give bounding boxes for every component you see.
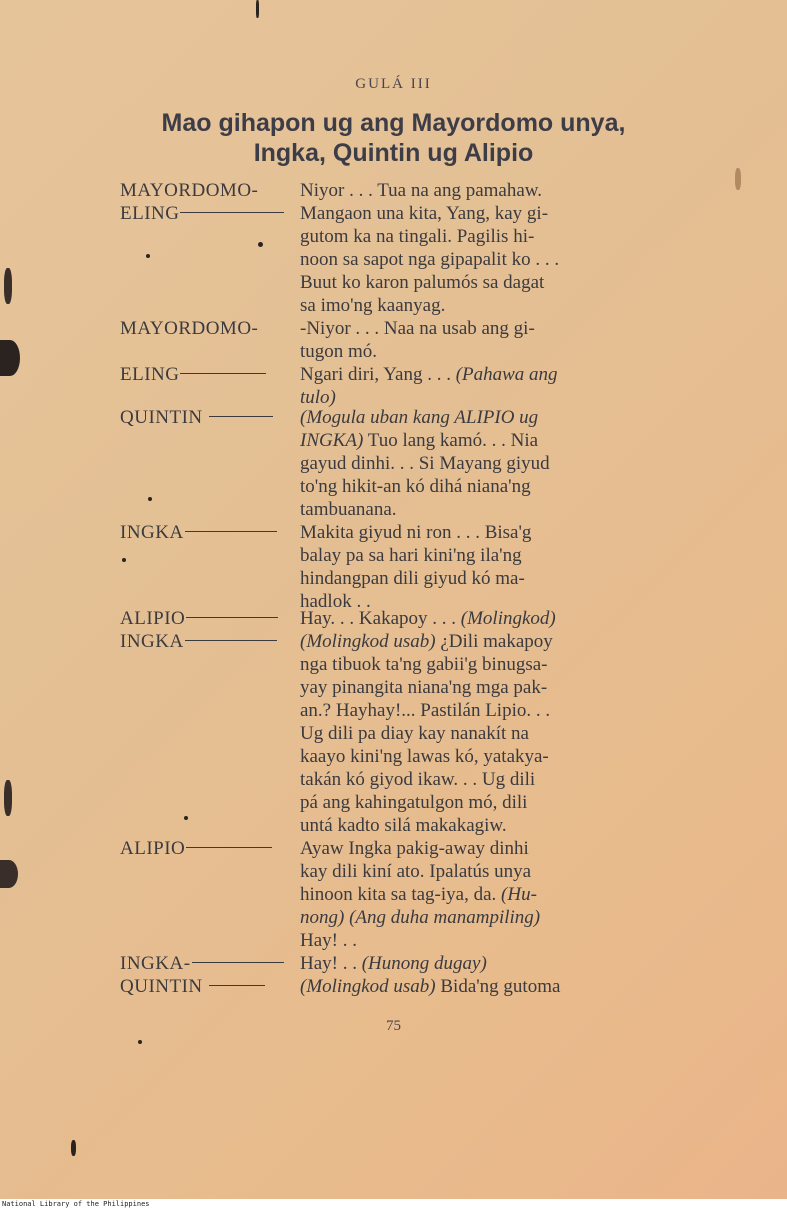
dialogue-line: kaayo kini'ng lawas kó, yatakya- — [300, 746, 549, 767]
dialogue-line: Hay! . . — [300, 930, 357, 951]
dialogue-line: INGKA) Tuo lang kamó. . . Nia — [300, 430, 539, 451]
dialogue-line: tambuanana. — [300, 499, 397, 520]
stage-direction: (Molingkod usab) — [300, 976, 436, 997]
dialogue-line: gutom ka na tingali. Pagilis hi- — [300, 226, 535, 247]
scan-speck — [138, 1040, 142, 1044]
dialogue-line: Niyor . . . Tua na ang pamahaw. — [300, 180, 543, 201]
speaker-label: MAYORDOMO- — [120, 318, 259, 339]
dialogue-line: kay dili kiní ato. Ipalatús unya — [300, 861, 532, 882]
stage-direction: (Mogula uban kang ALIPIO ug — [300, 407, 539, 428]
dialogue-line: nga tibuok ta'ng gabii'g binugsa- — [300, 654, 548, 675]
speaker-label: INGKA — [120, 522, 278, 544]
scan-speck — [258, 242, 263, 247]
speaker-label: INGKA- — [120, 953, 285, 975]
stage-direction: INGKA) — [300, 430, 364, 451]
scan-mark — [256, 0, 259, 18]
dialogue-line: Hay. . . Kakapoy . . . (Molingkod) — [300, 608, 556, 629]
speaker-label: MAYORDOMO- — [120, 180, 259, 201]
scan-speck — [122, 558, 126, 562]
scan-mark — [4, 268, 12, 304]
dialogue-line: untá kadto silá makakagiw. — [300, 815, 507, 836]
scene-heading-line1: Mao gihapon ug ang Mayordomo unya, — [161, 109, 626, 137]
stage-direction: nong) — [300, 907, 345, 928]
dialogue-line: tugon mó. — [300, 341, 378, 362]
dialogue-line: hinoon kita sa tag-iya, da. (Hu- — [300, 884, 537, 905]
dialogue-line: an.? Hayhay!... Pastilán Lipio. . . — [300, 700, 551, 721]
page-number: 75 — [386, 1018, 401, 1034]
dialogue-line: noon sa sapot nga gipapalit ko . . . — [300, 249, 560, 270]
dialogue-line: Mangaon una kita, Yang, kay gi- — [300, 203, 549, 224]
dialogue-line: Makita giyud ni ron . . . Bisa'g — [300, 522, 532, 543]
dialogue-line: Ug dili pa diay kay nanakít na — [300, 723, 529, 744]
dialogue-line: balay pa sa hari kini'ng ila'ng — [300, 545, 522, 566]
dialogue-line: Ngari diri, Yang . . . (Pahawa ang — [300, 364, 558, 385]
scan-speck — [148, 497, 152, 501]
scan-mark — [0, 340, 20, 376]
act-label: GULÁ III — [355, 76, 432, 92]
dialogue-line: hadlok . . — [300, 591, 371, 612]
dialogue-line: Buut ko karon palumós sa dagat — [300, 272, 545, 293]
stage-direction: (Molingkod usab) — [300, 631, 436, 652]
stage-direction: (Hunong dugay) — [361, 953, 487, 974]
speaker-label: ALIPIO — [120, 608, 279, 630]
scan-speck — [184, 816, 188, 820]
speaker-label: INGKA — [120, 631, 278, 653]
speaker-label: ELING — [120, 364, 267, 386]
scene-heading-line2: Ingka, Quintin ug Alipio — [253, 139, 534, 167]
dialogue-line: pá ang kahingatulgon mó, dili — [300, 792, 528, 813]
speaker-label: QUINTIN — [120, 976, 266, 998]
dialogue-line — [300, 907, 540, 929]
scan-speck — [146, 254, 150, 258]
scan-mark — [735, 168, 741, 190]
scan-mark — [4, 780, 12, 816]
stage-direction: (Hu- — [501, 884, 537, 905]
dialogue-line: hindangpan dili giyud kó ma- — [300, 568, 525, 589]
scan-mark — [71, 1140, 76, 1156]
dialogue-line: (Molingkod usab) ¿Dili makapoy — [300, 631, 553, 652]
dialogue-line: yay pinangita niana'ng mga pak- — [300, 677, 548, 698]
speaker-label: ELING — [120, 203, 285, 225]
stage-direction: (Ang duha manampiling) — [349, 907, 541, 928]
dialogue-line: takán kó giyod ikaw. . . Ug dili — [300, 769, 536, 790]
stage-direction: (Pahawa ang — [455, 364, 558, 385]
dialogue-line: Hay! . . (Hunong dugay) — [300, 953, 487, 974]
footer-credit: National Library of the Philippines — [2, 1200, 150, 1208]
stage-direction: (Molingkod) — [460, 608, 556, 629]
dialogue-line: sa imo'ng kaanyag. — [300, 295, 446, 316]
dialogue-line: to'ng hikit-an kó dihá niana'ng — [300, 476, 531, 497]
scan-mark — [0, 860, 18, 888]
scene-heading — [90, 108, 697, 168]
dialogue-line: (Molingkod usab) Bida'ng gutoma — [300, 976, 561, 997]
speaker-label: QUINTIN — [120, 407, 274, 429]
speaker-label: ALIPIO — [120, 838, 273, 860]
dialogue-line: gayud dinhi. . . Si Mayang giyud — [300, 453, 550, 474]
dialogue-line: Ayaw Ingka pakig-away dinhi — [300, 838, 529, 859]
dialogue-line: -Niyor . . . Naa na usab ang gi- — [300, 318, 535, 339]
stage-direction: tulo) — [300, 387, 336, 408]
